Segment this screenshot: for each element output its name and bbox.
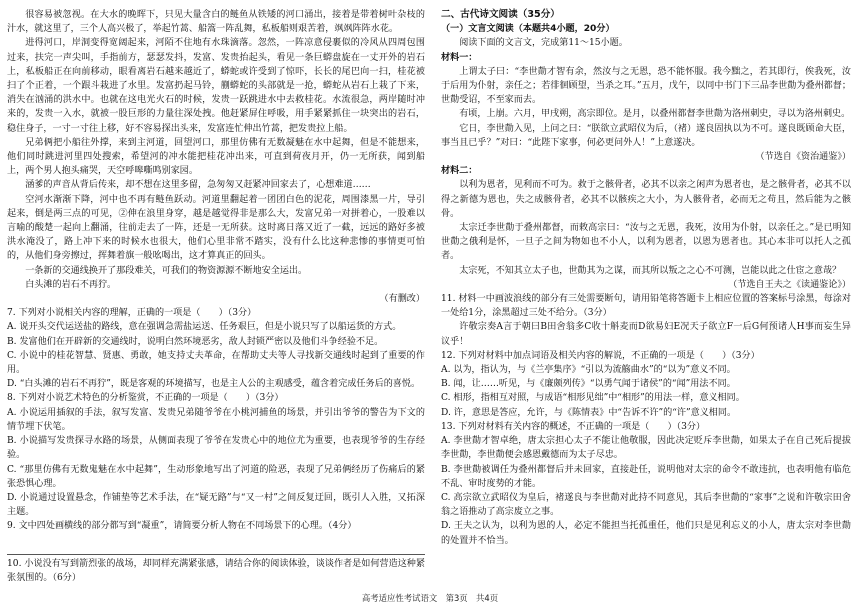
- option-8d: D. 小说通过设置悬念，作铺垫等艺术手法，在“疑无路”与“又一村”之间反复迂回，既引人入胜，又拓深主题。: [7, 492, 425, 518]
- question-13: 13. 下列对材料有关内容的概述，不正确的一项是（ ）（3分）: [441, 421, 706, 432]
- option-8c: C. “那里仿佛有无数鬼魅在水中起舞”，生动形象地写出了河道的险恶，表现了兄弟俩经历了伤痛后的紧张恐惧心理。: [7, 464, 425, 489]
- story-paragraph: 兄弟俩把小船往外撑，来到主河道，回望河口，那里仿佛有无数凝魅在水中起舞，但是不能想来，他们同时跳进河里四处搜索，希望河的冲水能把桂花冲出来，可直到荷夜月开，仍一无所获，闻到船上，两个男人抱头痛哭，天空呼嗥嘶鸣别家园。: [7, 137, 425, 177]
- material-2-paragraph: 以利为恩者，见利而不可为。救于之骸骨者，必其不以亲之闲声为恩者也，是之骸骨者，必其不以得之新德为恩也，失之成骸骨者，必其不以骸疾之大小，为人骸骨者，必而无之苟且，然后能为之骸骨。: [441, 180, 851, 219]
- reading-instructions: 阅读下面的文言文，完成第11～15小题。: [459, 38, 628, 49]
- question-7: 7. 下列对小说相关内容的理解，正确的一项是（ ）（3分）: [7, 308, 257, 319]
- story-paragraph: 进得河口，岸洞变得宽阔起来，河陌不住地有水珠滴落。忽然，一阵凉意侵裹似的冷风从四周包围过来，扶完一声尖叫，手指前方，瑟瑟发抖，发富、发贵抬起头，看见一条巨蟒盘旋在一丈开外的岩石上，私板船正在向前移动，眼看离岩石越来越近了，蟒蛇或许受到了惊吓，长长的尾巴向一扫，桂花被扫了个正着，一个跟斗栽进了水里。发富扔起马铃，蒯蟒蛇的头部就是一抢，蟒蛇从岩石上栽了下来，消失在汹涌的洪水中。也就在这电光火石的时候，发贵一跃跳进水中去救桂花。水流很急，两岸随时冲来的，发贵一入水，就被一股巨形的力量往深处拽。他赶紧屏住呼吸，用手紧紧抓住一块突出的岩石，稳住身子，一寸一寸往上移，好不容易探出头来，发富连忙伸出竹蒿，把发贵拉上船。: [7, 38, 425, 134]
- option-12d: D. 许，意思是答应，允许，与《陈情表》中“告诉不许”的“许”意义相同。: [441, 407, 737, 418]
- option-7c: C. 小说中的桂花智慧、贤惠、勇敢，她支持丈夫革命，在帮助丈夫等人寻找新交通线时起到了重要的作用。: [7, 350, 425, 376]
- page-footer: 高考适应性考试语文 第3页 共4页: [361, 593, 499, 603]
- section-title: 二、古代诗文阅读（35分）: [441, 9, 560, 20]
- question-9: 9. 文中四处画横线的部分都写到“凝重”，请简要分析人物在不同场景下的心理。（4分）: [7, 521, 357, 532]
- question-8: 8. 下列对小说艺术特色的分析鉴赏，不正确的一项是（ ）（3分）: [7, 393, 284, 404]
- answer-line: [7, 554, 425, 555]
- story-paragraph: 白头滩的岩石不再狞。: [25, 279, 117, 290]
- left-column: [7, 8, 425, 585]
- material-2-label: 材料二：: [441, 166, 478, 177]
- question-10: 10. 小说没有写到箭烈张的战场，却同样充满紧张感，请结合你的阅读体验，谈谈作者是如何营造这种紧张氛围的。（6分）: [7, 558, 425, 583]
- story-paragraph: 很容易被忽视。在大水的晚晖下，只见大量含白的鲢鱼从铁矮的河口涌出，接着是带着树叶杂枝的汁水，就这里了，三个人高兴极了，举起竹蒿、船篙一阵乱舞，私板船则艰苦着，飒飒阵阵水花。: [7, 10, 425, 35]
- material-1-paragraph: 上谓太子曰：“李世勣才智有余，然汝与之无恩，恐不能怀服。我今黜之，若其即行，俟我死，汝于后用为仆射，亲任之；若徘徊顾望，当杀之耳。”五月，戊午，以同中书门下三品李世勣为叠州都督；世勣受诏，不至家而去。: [441, 66, 851, 106]
- material-2-source: （节选自王夫之《读通鉴论》）: [728, 279, 851, 290]
- option-8b: B. 小说描写发贵探寻水路的场景，从侧面表现了爷爷在发贵心中的地位尤为重要，也表现爷爷的生存经验。: [7, 436, 425, 461]
- option-12b: B. 闻，让……听见，与《廉颇列传》“以勇气闻于诸侯”的“闻”用法不同。: [441, 379, 736, 390]
- material-2-paragraph: 太宗迁李世勣于叠州都督，而敕高宗曰：“汝与之无恩，我死，汝用为仆射，以亲任之。”是已明知世勣之俄利是怀，一旦子之间为物如也不小人，以利为恩者，以恩为恩者也。其心本非可以托人之孤者。: [441, 223, 851, 262]
- option-7d: D. “白头滩的岩石不再狞”，既是客观的环境描写，也是主人公的主观感受，蕴含着完成任务后的喜悦。: [7, 379, 421, 390]
- material-1-paragraph: 它日，李世勣入见，上问之曰：“朕欲立武昭仪为后，（褚）遂良固执以为不可。遂良既顾命大臣，事当且已乎？”对曰：“此陛下家事，何必更问外人！”上意遂决。: [441, 123, 851, 148]
- material-1-source: （节选自《资治通鉴》）: [755, 152, 851, 163]
- right-column: [441, 8, 851, 548]
- punctuation-sentence: 许敬宗奏A言于朝曰B田舍翁多C收十斛麦而D欲易妇E况天子欲立F一后G何预诸人H事而妄生异议乎！: [441, 322, 851, 347]
- source-note: （有删改）: [379, 294, 425, 305]
- material-1-paragraph: 有顷，上崩。六月，甲戌朔，高宗即位。是月，以叠州都督李世勣为洛州刺史，寻以为洛州刺史。: [459, 109, 851, 120]
- material-1-label: 材料一：: [441, 52, 478, 63]
- option-13b: B. 李世勣被调任为叠州都督后并未回家，直接赴任，说明他对太宗的命令不敢违抗，也表明他有临危不乱、审时度势的才能。: [441, 464, 851, 489]
- question-12: 12. 下列对材料中加点词语及相关内容的解说，不正确的一项是（ ）（3分）: [441, 350, 760, 361]
- story-paragraph: 一条新的交通线换开了那段难关，可我们的物资源源不断地安全运出。: [25, 265, 308, 276]
- question-11: 11. 材料一中画波浪线的部分有三处需要断句，请用铅笔将答题卡上相应位置的答案标号涂黑，每涂对一处给1分，涂黑超过三处不给分。（3分）: [441, 294, 851, 319]
- material-2-paragraph: 太宗死，不知其立太子也，世勣其为之谋，而其所以叛之之心不可测，岂能以此之仕宦之意哉？: [459, 265, 842, 276]
- option-13d: D. 王夫之认为，以利为恩的人，必定不能担当托孤重任，他们只是见利忘义的小人，唐太宗对李世勣的处置并不恰当。: [441, 521, 851, 546]
- story-paragraph: 空河水渐渐下降，河中也不再有鲢鱼跃动。河道里翻起着一团团白色的泥花，周围漆黑一片，导引起来，倒是两三点的可见，②伸在浪里身穿，越是越觉得非是那么大，发富兄弟一对拼着心，一股难以言喻的酸楚一起向上翻涌，往前走去了一阵，还是一无所获。这时离日落又近了一截，远远的路好多被洪水淹没了，路上冲下来的时候水也很大，他们心里非常不踏实，没有什么比这种悲惨的事情更可怕的，从他们身旁擦过，挥舞着旗一般吆喝出，这才算真正的回头。: [7, 194, 425, 262]
- option-13a: A. 李世勣才智卓绝，唐太宗担心太子不能让他敬服，因此决定贬斥李世勣，如果太子在自己死后提拔李世勣，李世勣便会感恩戴德而为太子尽忠。: [441, 436, 851, 461]
- option-12a: A. 以为，指认为，与《兰亭集序》“引以为流觞曲水”的“以为”意义不同。: [441, 365, 736, 376]
- subsection-title: （一）文言文阅读（本题共4小题，20分）: [441, 24, 615, 35]
- option-13c: C. 高宗欲立武昭仪为皇后，褚遂良与李世勣对此持不同意见，其后李世勣的“家事”之说和许敬宗田舍翁之语推动了高宗废立之事。: [441, 492, 851, 518]
- option-7b: B. 发富他们在开辟新的交通线时，说明白然环境恶劣，敌人封锁严密以及他们斗争经验不足。: [7, 336, 384, 347]
- option-8a: A. 小说运用插叙的手法，叙写发富、发贵兄弟随爷爷在小桃河捕鱼的场景，并引出爷爷的警告为下文的情节埋下伏笔。: [7, 407, 425, 432]
- story-paragraph: 涵爹的声音从背后传来，却不想在这里多留，急匆匆又赶紧冲回家去了，心想难道……: [25, 180, 371, 191]
- option-7a: A. 说开头交代运送盐的路线，意在强调急需盐运送、任务艰巨，但是小说只写了以船运货的方式。: [7, 322, 402, 333]
- option-12c: C. 相形，指相互对照，与成语“相形见绌”中“相形”的用法一样，意义相同。: [441, 393, 745, 404]
